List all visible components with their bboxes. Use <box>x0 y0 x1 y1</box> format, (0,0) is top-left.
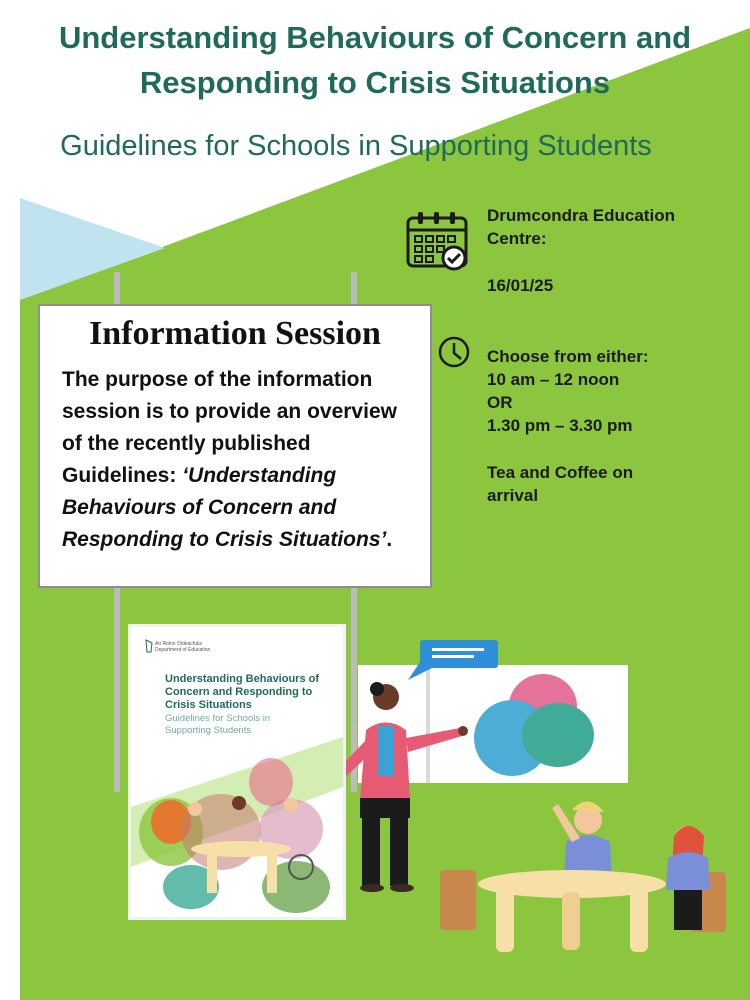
harp-logo-icon <box>145 639 153 653</box>
calendar-icon <box>404 210 470 272</box>
panel-body-line-2: session is to provide an overview <box>62 400 397 423</box>
panel-body-line-6 <box>62 524 418 556</box>
cover-department-line-2: Department of Education <box>155 647 211 653</box>
cover-department-line-1: An Roinn Oideachais <box>155 641 202 647</box>
venue-line-2: Centre: <box>487 229 547 248</box>
cover-artwork <box>131 737 343 917</box>
cover-title-line-1: Understanding Behaviours of <box>165 673 320 685</box>
time-intro: Choose from either: <box>487 347 649 366</box>
information-session-panel <box>38 304 432 588</box>
panel-body <box>62 364 418 556</box>
cover-title-line-3: Crisis Situations <box>165 699 252 711</box>
time-or: OR <box>487 393 513 412</box>
panel-body-line-4-plain: Guidelines: <box>62 464 183 487</box>
panel-body-line-1: The purpose of the information <box>62 368 373 391</box>
cover-department <box>155 641 265 653</box>
venue-line-1: Drumcondra Education <box>487 206 675 225</box>
whiteboard-divider <box>426 665 430 783</box>
panel-body-line-4 <box>62 460 418 492</box>
cover-subtitle-line-2: Supporting Students <box>165 725 252 736</box>
event-date: 16/01/25 <box>487 276 554 295</box>
cover-subtitle <box>165 713 337 737</box>
main-title-line-1: Understanding Behaviours of Concern and <box>58 20 692 55</box>
main-title-line-2: Responding to Crisis Situations <box>139 65 611 100</box>
panel-body-line-3: of the recently published <box>62 432 311 455</box>
cover-title-line-2: Concern and Responding to <box>165 686 313 698</box>
time-option-2: 1.30 pm – 3.30 pm <box>487 416 633 435</box>
panel-body-line-4-italic: ‘Understanding <box>182 464 337 487</box>
refreshments-line-2: arrival <box>487 486 539 505</box>
panel-body-line-5: Behaviours of Concern and <box>62 496 337 519</box>
subtitle: Guidelines for Schools in Supporting Students <box>60 130 652 162</box>
refreshments-line-1: Tea and Coffee on <box>487 463 634 482</box>
panel-body-line-6-italic: Responding to Crisis Situations’ <box>62 528 387 551</box>
cover-title <box>165 673 337 712</box>
time-option-1: 10 am – 12 noon <box>487 370 620 389</box>
panel-heading: Information Session <box>89 315 381 352</box>
guidelines-cover <box>128 624 346 920</box>
panel-body-line-6-end: . <box>386 528 393 551</box>
cover-subtitle-line-1: Guidelines for Schools in <box>165 713 271 724</box>
clock-icon <box>437 335 471 369</box>
